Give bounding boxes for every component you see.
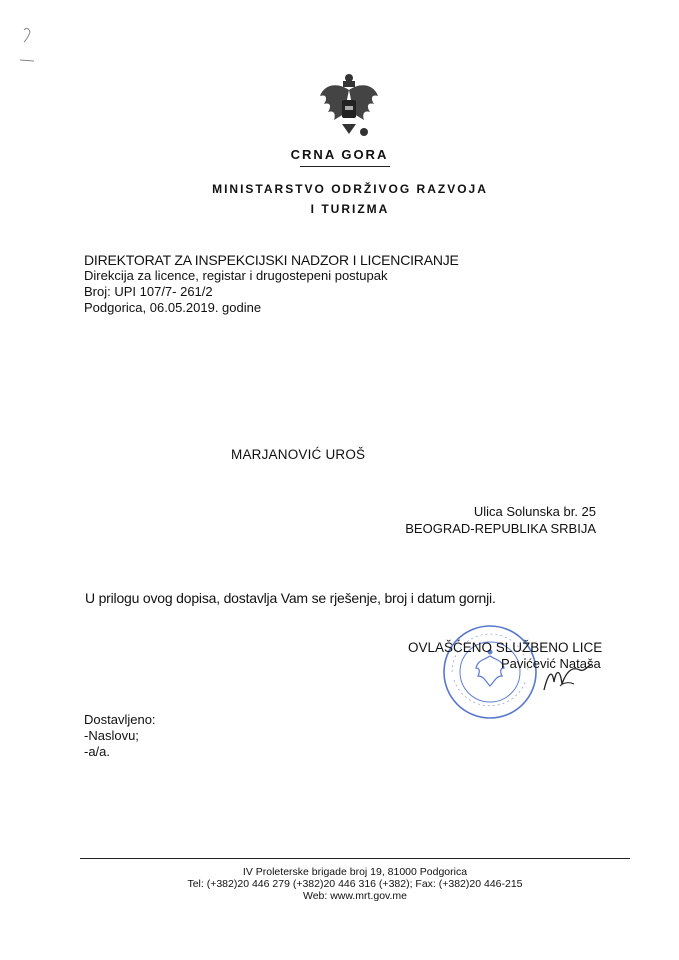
document-header	[84, 252, 459, 316]
letterhead-divider	[300, 166, 390, 167]
department-name: Direkcija za licence, registar i drugostepeni postupak	[84, 268, 388, 283]
footer-divider	[80, 858, 630, 859]
delivered-label: Dostavljeno:	[84, 712, 156, 727]
recipient-street: Ulica Solunska br. 25	[473, 504, 596, 519]
body-text: U prilogu ovog dopisa, dostavlja Vam se rješenje, broj i datum gornji.	[85, 590, 496, 606]
recipient-city: BEOGRAD-REPUBLIKA SRBIJA	[405, 521, 596, 536]
ministry-line-2: I TURIZMA	[310, 202, 390, 216]
recipient-name: MARJANOVIĆ UROŠ	[231, 447, 366, 462]
signatory-title: OVLAŠĆENO SLUŽBENO LICE	[408, 640, 603, 655]
footer-web: Web: www.mrt.gov.me	[302, 890, 408, 902]
place-date: Podgorica, 06.05.2019. godine	[84, 300, 262, 315]
document-number: Broj: UPI 107/7- 261/2	[84, 284, 213, 299]
country-name: CRNA GORA	[290, 147, 389, 162]
footer-address: IV Proleterske brigade broj 19, 81000 Podgorica	[242, 866, 468, 878]
margin-scribble	[12, 20, 42, 70]
delivered-item: -a/a.	[84, 744, 111, 759]
footer	[80, 866, 630, 902]
recipient-address	[405, 503, 596, 537]
delivered-item: -Naslovu;	[84, 728, 139, 743]
coat-of-arms-icon	[318, 72, 380, 142]
ministry-line-1: MINISTARSTVO ODRŽIVOG RAZVOJA	[212, 182, 488, 196]
handwritten-signature-icon	[540, 660, 595, 695]
signatory-name: Pavićević Nataša	[501, 656, 601, 671]
footer-phones: Tel: (+382)20 446 279 (+382)20 446 316 (+382); Fax: (+382)20 446-215	[187, 878, 523, 890]
directorate-name: DIREKTORAT ZA INSPEKCIJSKI NADZOR I LICENCIRANJE	[84, 252, 459, 268]
ministry-name	[200, 179, 500, 219]
delivered-section	[84, 712, 156, 760]
official-stamp-icon	[440, 622, 540, 722]
